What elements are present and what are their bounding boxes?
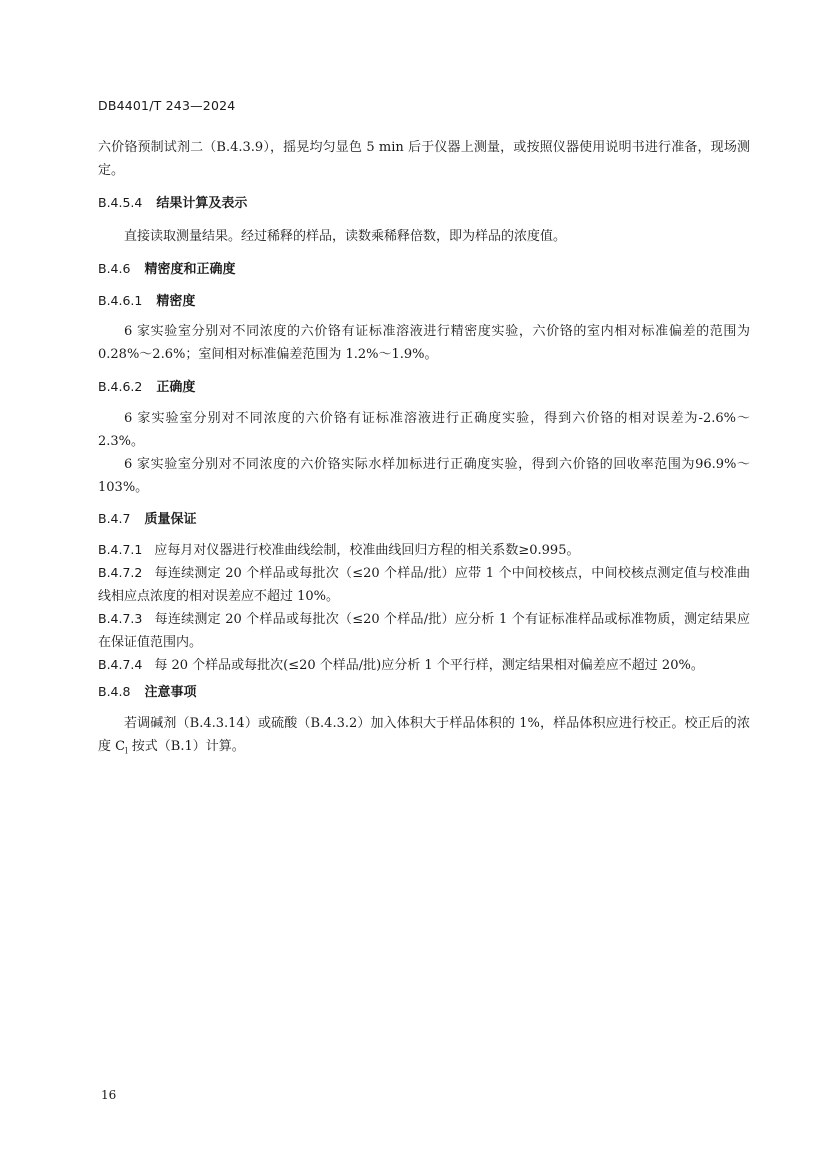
notes-text-a: 若调碱剂（B.4.3.14）或硫酸（B.4.3.2）加入体积大于样品体积的 1%，样品体积应进行校正。校正后的浓度 C bbox=[98, 716, 750, 754]
paragraph-accuracy-1: 6 家实验室分别对不同浓度的六价铬有证标准溶液进行正确度实验，得到六价铬的相对误差为-2.6%～2.3%。 bbox=[98, 411, 750, 449]
clause-text: 每 20 个样品或每批次(≤20 个样品/批)应分析 1 个平行样，测定结果相对偏差应不超过 20%。 bbox=[154, 658, 704, 673]
heading-number: B.4.6.1 bbox=[98, 293, 143, 308]
page-number: 16 bbox=[101, 1088, 117, 1102]
clause-number: B.4.7.2 bbox=[98, 565, 143, 580]
heading-b48 bbox=[98, 682, 196, 703]
clause-number: B.4.7.3 bbox=[98, 611, 143, 626]
paragraph-accuracy-2: 6 家实验室分别对不同浓度的六价铬实际水样加标进行正确度实验，得到六价铬的回收率范围为96.9%～103%。 bbox=[98, 457, 750, 495]
document-code: DB4401/T 243—2024 bbox=[98, 98, 236, 113]
heading-b46 bbox=[98, 259, 235, 280]
heading-number: B.4.7 bbox=[98, 511, 131, 526]
clause-text: 每连续测定 20 个样品或每批次（≤20 个样品/批）应分析 1 个有证标准样品或标准物质，测定结果应在保证值范围内。 bbox=[98, 612, 750, 650]
paragraph-precision: 6 家实验室分别对不同浓度的六价铬有证标准溶液进行精密度实验，六价铬的室内相对标准偏差的范围为 0.28%～2.6%；室间相对标准偏差范围为 1.2%～1.9%。 bbox=[98, 324, 750, 362]
heading-title: 注意事项 bbox=[144, 685, 197, 700]
heading-number: B.4.6 bbox=[98, 261, 131, 276]
heading-title: 质量保证 bbox=[144, 512, 197, 527]
paragraph-intro: 六价铬预制试剂二（B.4.3.9），摇晃均匀显色 5 min 后于仪器上测量，或按照仪器使用说明书进行准备，现场测定。 bbox=[98, 140, 750, 178]
heading-b47 bbox=[98, 509, 196, 530]
clause-b472 bbox=[98, 561, 750, 608]
clause-number: B.4.7.4 bbox=[98, 657, 143, 672]
clause-text: 应每月对仪器进行校准曲线绘制，校准曲线回归方程的相关系数≥0.995。 bbox=[154, 543, 580, 558]
notes-text-b: 按式（B.1）计算。 bbox=[127, 739, 245, 754]
paragraph-notes bbox=[98, 712, 750, 763]
heading-title: 精密度和正确度 bbox=[144, 262, 236, 277]
heading-title: 结果计算及表示 bbox=[156, 196, 248, 211]
notes-subscript: l bbox=[125, 746, 128, 756]
clause-b474 bbox=[98, 653, 750, 677]
heading-title: 正确度 bbox=[156, 380, 196, 395]
heading-number: B.4.5.4 bbox=[98, 195, 143, 210]
heading-number: B.4.6.2 bbox=[98, 379, 143, 394]
heading-b454 bbox=[98, 193, 247, 214]
clause-b473 bbox=[98, 607, 750, 654]
heading-title: 精密度 bbox=[156, 294, 196, 309]
clause-number: B.4.7.1 bbox=[98, 542, 143, 557]
heading-number: B.4.8 bbox=[98, 684, 131, 699]
heading-b461 bbox=[98, 291, 195, 312]
clause-text: 每连续测定 20 个样品或每批次（≤20 个样品/批）应带 1 个中间校核点，中间校核点测定值与校准曲线相应点浓度的相对误差应不超过 10%。 bbox=[98, 566, 750, 604]
heading-b462 bbox=[98, 377, 195, 398]
clause-b471 bbox=[98, 538, 750, 562]
paragraph-result: 直接读取测量结果。经过稀释的样品，读数乘稀释倍数，即为样品的浓度值。 bbox=[124, 229, 567, 244]
